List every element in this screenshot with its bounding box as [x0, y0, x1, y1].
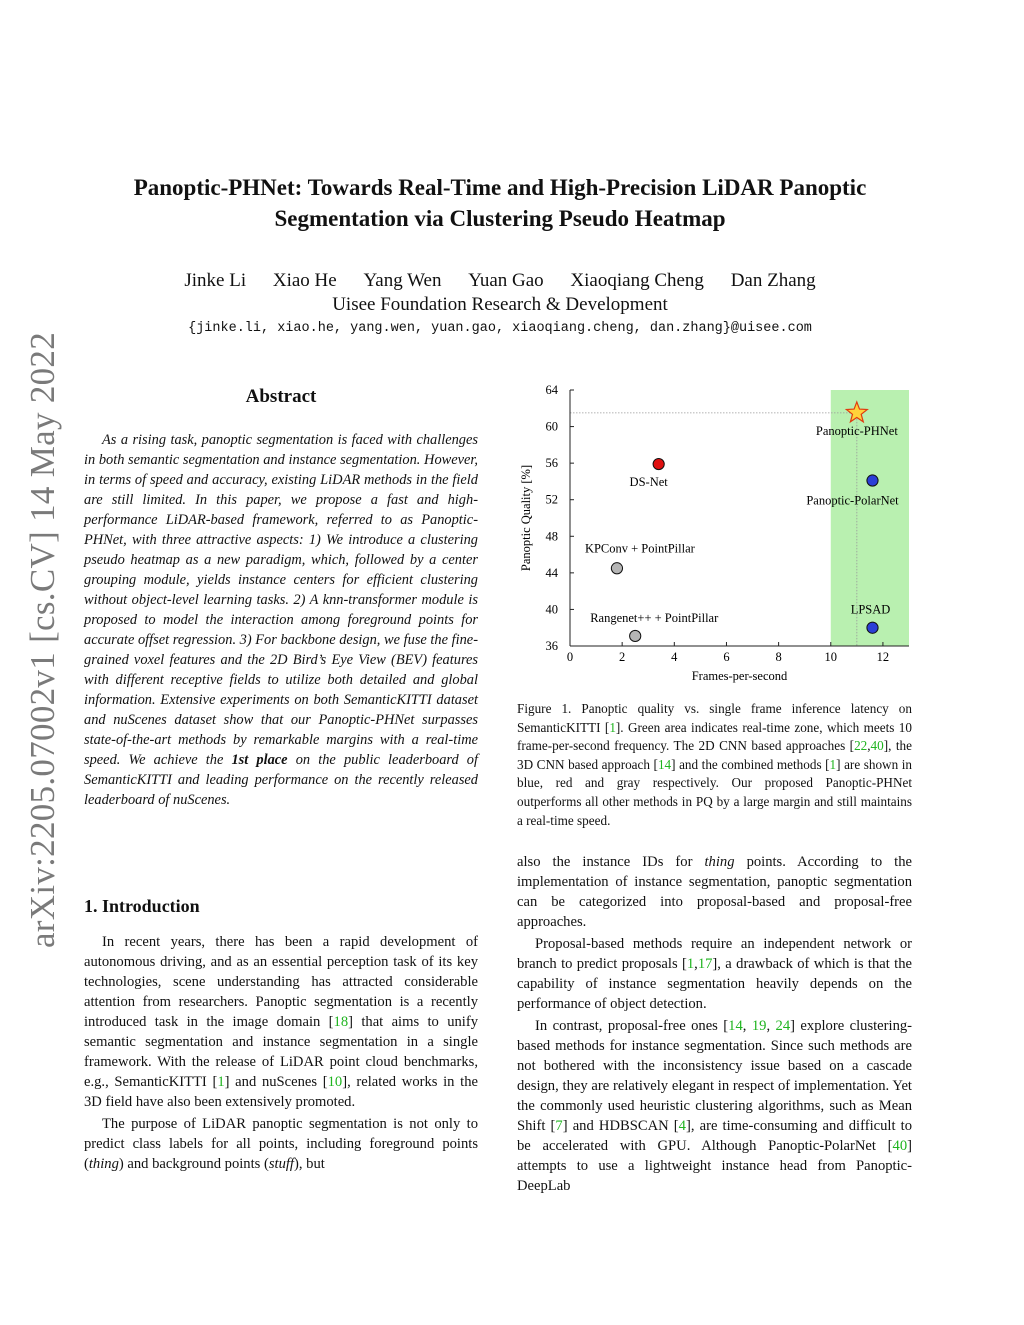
text: points. According to the implementation of instance segmentation, panoptic segmentation can be categorized into proposal-based and proposal-free approaches.	[517, 854, 913, 930]
data-point	[867, 475, 878, 486]
title-line-1: Panoptic-PHNet: Towards Real-Time and High-Precision LiDAR Panoptic	[133, 175, 867, 200]
y-tick-label: 60	[545, 419, 558, 434]
data-point	[867, 622, 878, 633]
paper-title	[100, 172, 900, 234]
title-line-2: Segmentation via Clustering Pseudo Heatmap	[274, 206, 726, 231]
text: Proposal-based methods require an independent network or branch to predict proposals [	[517, 936, 912, 972]
abstract-text: on the public leaderboard of SemanticKITTI and leading performance on the recently released leaderboard of nuScenes.	[84, 752, 478, 808]
figure-caption	[517, 700, 912, 830]
author-emails: {jinke.li, xiao.he, yang.wen, yuan.gao, xiaoqiang.cheng, dan.zhang}@uisee.com	[188, 321, 812, 336]
section-heading: 1. Introduction	[84, 896, 200, 916]
citation-link[interactable]: 1	[217, 1074, 225, 1090]
arxiv-id: arXiv:2205.07002v1 [cs.CV] 14 May 2022	[23, 331, 62, 949]
author-name: Xiaoqiang Cheng	[570, 270, 704, 291]
text: The purpose of LiDAR panoptic segmentation is not only to predict class labels for all points, including foreground points (	[84, 1116, 478, 1172]
arxiv-stamp	[18, 331, 68, 949]
citation-link[interactable]: 10	[327, 1074, 343, 1090]
text: ], a drawback of which is that the capability of instance segmentation heavily depends on the performance of object detection.	[517, 956, 913, 1012]
abstract-text: As a rising task, panoptic segmentation is faced with challenges in both semantic segmentation and instance segmentation. However, in terms of speed and accuracy, existing LiDAR methods in the field are still limited. In this paper, we propose a fast and high-performance LiDAR-based framework, referred to as Panoptic-PHNet, with three attractive aspects: 1) We introduce a clustering pseudo heatmap as a new paradigm, which, followed by a center grouping module, yields instance centers for efficient clustering without object-level learning tasks. 2) A knn-transformer module is proposed to model the interaction among foreground points for accurate offset regression. 3) For backbone design, we fuse the fine-grained voxel features and the 2D Bird’s Eye View (BEV) features with different receptive fields to utilize both detailed and global information. Extensive experiments on both SemanticKITTI dataset and nuScenes dataset show that our Panoptic-PHNet surpasses state-of-the-art methods by remarkable margins with a real-time speed. We achieve the	[84, 432, 478, 768]
citation-link[interactable]: 14	[657, 756, 672, 772]
text: ] and the combined methods [	[671, 756, 830, 772]
y-tick-label: 40	[545, 602, 558, 617]
text: ,	[867, 738, 871, 754]
text: ] explore clustering-based methods for instance segmentation. Since such methods are not bothered with the inconsistency issue based on a cascade design, they are relatively elegant in respect of implementation. Yet the commonly used heuristic clustering algorithms, such as Mean Shift [	[517, 1018, 913, 1134]
text: ,	[766, 1018, 776, 1034]
intro-body	[84, 932, 478, 1176]
citation-link[interactable]: 40	[892, 1138, 908, 1154]
citation-link[interactable]: 4	[678, 1118, 686, 1134]
text: ,	[742, 1018, 752, 1034]
text: ] that aims to unify semantic segmentation and instance segmentation in a single framework. With the release of LiDAR point cloud benchmarks, e.g., SemanticKITTI [	[84, 1014, 479, 1090]
author-list	[100, 270, 900, 292]
text: ], the 3D CNN based approach [	[517, 738, 912, 772]
paragraph	[517, 852, 912, 932]
citation-link[interactable]: 7	[555, 1118, 563, 1134]
x-tick-label: 10	[824, 650, 838, 664]
text: ), but	[293, 1156, 325, 1172]
data-point-label: LPSAD	[850, 602, 891, 617]
x-tick-label: 8	[775, 650, 782, 664]
y-tick-label: 64	[545, 383, 558, 397]
data-point-label: Rangenet++ + PointPillar	[590, 610, 719, 625]
x-tick-label: 4	[671, 650, 678, 664]
data-point-label: Panoptic-PolarNet	[806, 493, 899, 508]
citation-link[interactable]: 22	[854, 738, 868, 754]
text: ] and HDBSCAN [	[562, 1118, 679, 1134]
emphasis: stuff	[268, 1156, 294, 1172]
x-tick-label: 2	[619, 650, 626, 664]
paragraph	[84, 932, 478, 1112]
text: ] are shown in blue, red and gray respectively. Our proposed Panoptic-PHNet outperforms all other methods in PQ by a large margin and still maintains a real-time speed.	[517, 756, 912, 828]
citation-link[interactable]: 1	[686, 956, 695, 972]
author-name: Xiao He	[272, 270, 337, 291]
data-point	[630, 630, 641, 641]
figure-1-chart	[516, 380, 916, 692]
x-tick-label: 0	[566, 650, 574, 664]
text: ) and background points (	[118, 1156, 269, 1172]
text: also the instance IDs for	[517, 854, 693, 870]
citation-link[interactable]: 18	[333, 1014, 349, 1030]
abstract-heading: Abstract	[245, 386, 317, 407]
paragraph	[84, 1114, 478, 1174]
author-name: Yuan Gao	[468, 270, 544, 291]
y-tick-label: 56	[545, 456, 558, 471]
abstract-body	[84, 430, 478, 810]
paragraph	[517, 934, 912, 1014]
x-tick-label: 12	[876, 650, 890, 664]
data-point-label: DS-Net	[629, 475, 668, 490]
text: ]. Green area indicates real-time zone, which meets 10 frame-per-second frequency. The 2D CNN based approaches [	[517, 719, 912, 754]
right-column-body	[517, 852, 912, 1198]
emphasis: thing	[704, 854, 735, 870]
author-name: Jinke Li	[184, 270, 247, 291]
citation-link[interactable]: 40	[870, 738, 884, 754]
paragraph	[517, 1016, 912, 1196]
text: ], related works in the 3D field have also been extensively promoted.	[84, 1074, 478, 1110]
y-tick-label: 52	[545, 492, 558, 507]
x-axis-label: Frames-per-second	[691, 669, 788, 683]
citation-link[interactable]: 24	[775, 1018, 791, 1034]
citation-link[interactable]: 1	[829, 756, 837, 772]
text: ], are time-consuming and difficult to be accelerated with GPU. Although Panoptic-PolarNet [	[517, 1118, 912, 1154]
scatter-plot	[516, 380, 916, 692]
citation-link[interactable]: 1	[609, 719, 616, 735]
y-tick-label: 48	[545, 529, 558, 544]
citation-link[interactable]: 19	[751, 1018, 767, 1034]
text: ] and nuScenes [	[224, 1074, 328, 1090]
data-point	[653, 458, 664, 469]
y-axis-label: Panoptic Quality [%]	[519, 464, 533, 572]
author-name: Dan Zhang	[730, 270, 816, 291]
affiliation: Uisee Foundation Research & Development	[332, 294, 668, 315]
data-point	[611, 563, 622, 574]
y-tick-label: 44	[545, 565, 558, 580]
emphasis: thing	[88, 1156, 119, 1172]
text: In recent years, there has been a rapid development of autonomous driving, and as an essential perception task of its key technologies, scene understanding has attracted considerable attention from researchers. Panoptic segmentation is a recently introduced task in the image domain [	[84, 934, 478, 1030]
text: In contrast, proposal-free ones [	[535, 1018, 729, 1034]
y-tick-label: 36	[545, 639, 558, 653]
text: ,	[694, 956, 698, 972]
text: Figure 1. Panoptic quality vs. single frame inference latency on SemanticKITTI [	[517, 701, 912, 735]
text: ] attempts to use a lightweight instance head from Panoptic-DeepLab	[517, 1138, 912, 1194]
author-name: Yang Wen	[363, 270, 442, 291]
citation-link[interactable]: 17	[697, 956, 713, 972]
x-tick-label: 6	[723, 650, 730, 664]
abstract-emphasis: 1st place	[231, 752, 288, 768]
citation-link[interactable]: 14	[728, 1018, 743, 1034]
data-point-label: KPConv + PointPillar	[584, 541, 695, 556]
data-point-label: Panoptic-PHNet	[815, 423, 898, 438]
